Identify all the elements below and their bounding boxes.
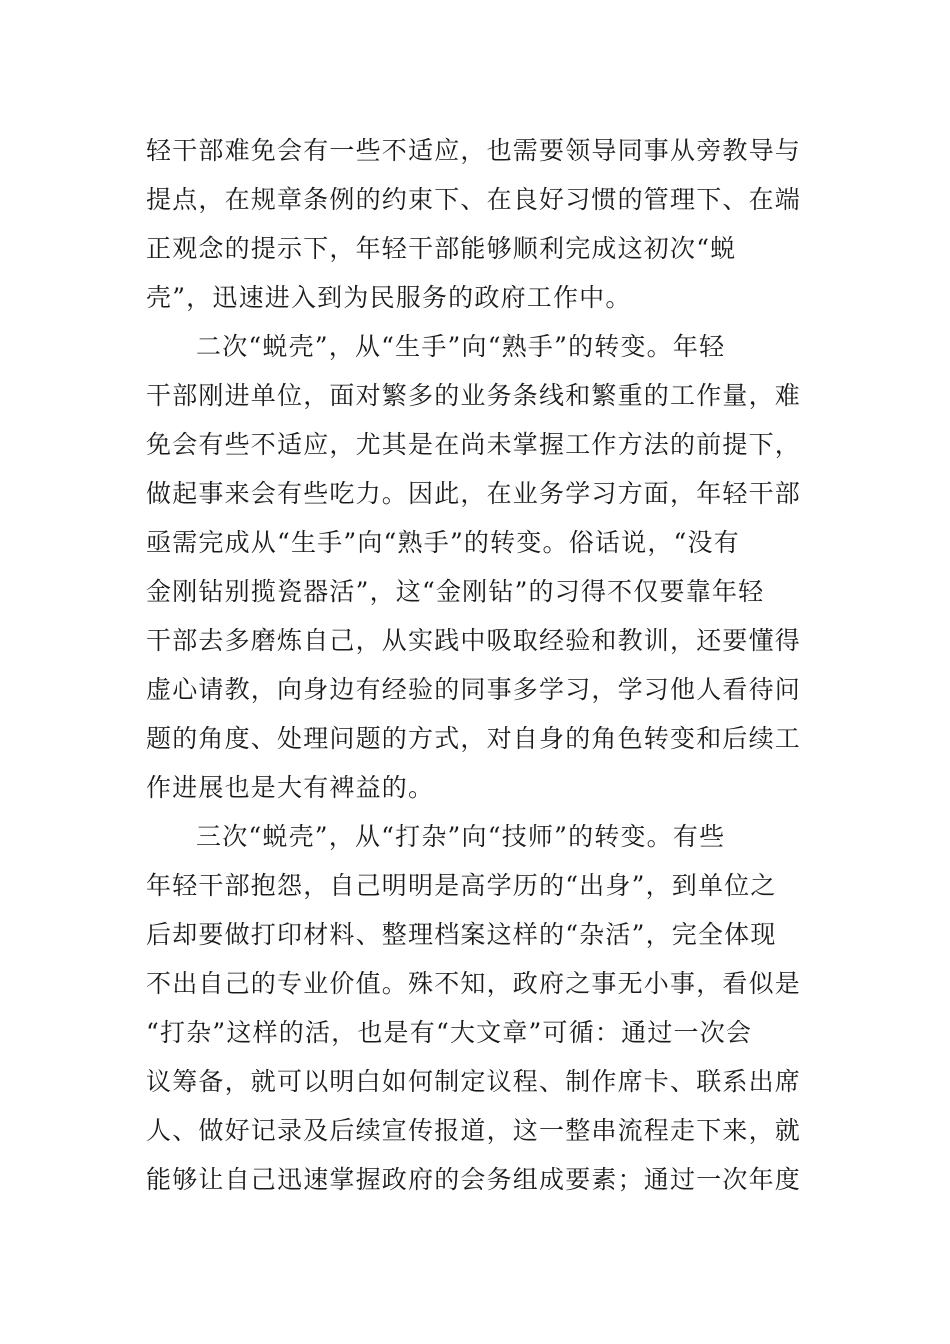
text-line: 人、做好记录及后续宣传报道，这一整串流程走下来，就 — [146, 1116, 802, 1145]
text-line: 后却要做打印材料、整理档案这样的“杂活”，完全体现 — [146, 920, 777, 949]
text-line: 干部去多磨炼自己，从实践中吸取经验和教训，还要懂得 — [146, 626, 802, 655]
text-line: 壳”，迅速进入到为民服务的政府工作中。 — [146, 283, 632, 312]
text-line: 干部刚进单位，面对繁多的业务条线和繁重的工作量，难 — [146, 381, 802, 410]
text-line: 做起事来会有些吃力。因此，在业务学习方面，年轻干部 — [146, 479, 802, 508]
text-line: 议筹备，就可以明白如何制定议程、制作席卡、联系出席 — [146, 1067, 802, 1096]
text-line: 能够让自己迅速掌握政府的会务组成要素；通过一次年度 — [146, 1165, 802, 1194]
text-line: 虚心请教，向身边有经验的同事多学习，学习他人看待问 — [146, 675, 802, 704]
text-line: 轻干部难免会有一些不适应，也需要领导同事从旁教导与 — [146, 136, 802, 165]
text-line: “打杂”这样的活，也是有“大文章”可循：通过一次会 — [146, 1018, 753, 1047]
text-line: 免会有些不适应，尤其是在尚未掌握工作方法的前提下， — [146, 430, 802, 459]
text-line: 亟需完成从“生手”向“熟手”的转变。俗话说，“没有 — [146, 528, 740, 557]
text-line: 正观念的提示下，年轻干部能够顺利完成这初次“蜕 — [146, 234, 737, 263]
paragraph-start-line: 三次“蜕壳”，从“打杂”向“技师”的转变。有些 — [196, 822, 726, 851]
paragraph-start-line: 二次“蜕壳”，从“生手”向“熟手”的转变。年轻 — [196, 332, 726, 361]
text-line: 金刚钻别揽瓷器活”，这“金刚钻”的习得不仅要靠年轻 — [146, 577, 765, 606]
text-line: 年轻干部抱怨，自己明明是高学历的“出身”，到单位之 — [146, 871, 777, 900]
text-line: 作进展也是大有裨益的。 — [146, 773, 435, 802]
text-line: 提点，在规章条例的约束下、在良好习惯的管理下、在端 — [146, 185, 802, 214]
body-text — [146, 126, 802, 1204]
text-line: 不出自己的专业价值。殊不知，政府之事无小事，看似是 — [146, 969, 802, 998]
text-line: 题的角度、处理问题的方式，对自身的角色转变和后续工 — [146, 724, 802, 753]
